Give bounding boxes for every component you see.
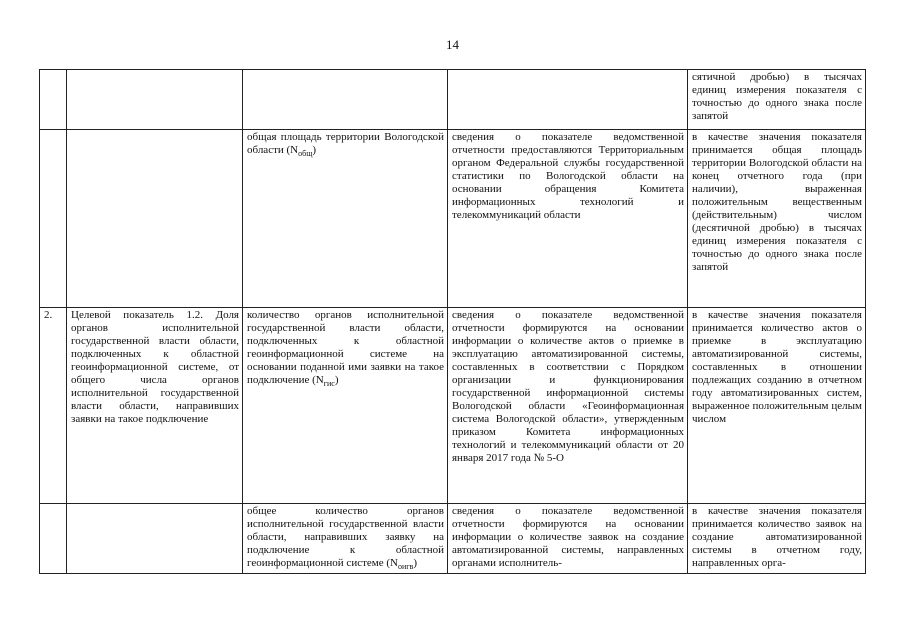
parameter-subscript: гис: [323, 379, 335, 389]
parameter-name-cell: [243, 504, 448, 574]
parameter-name-cell: [243, 130, 448, 308]
method-cell: [688, 504, 866, 574]
source-cell: [448, 70, 688, 130]
parameter-name-end: ): [413, 557, 417, 569]
table-row: [40, 504, 866, 574]
row-number-cell: [40, 130, 67, 308]
indicator-table: [39, 69, 866, 574]
indicator-cell: [67, 70, 243, 130]
table-row: [40, 308, 866, 504]
row-number-cell: 2.: [40, 308, 67, 504]
method-cell: сятичной дробью) в тысячах единиц измерения показателя с точностью до одного знака после запятой: [688, 70, 866, 130]
method-clip: в качестве значения показателя принимается количество заявок на создание автоматизированной системы в отчетном году, направленных орга-: [692, 505, 862, 569]
table-row: [40, 70, 866, 130]
parameter-name-cell: [243, 308, 448, 504]
parameter-name-end: ): [334, 374, 339, 386]
source-cell: сведения о показателе ведомственной отчетности формируются на основании информации о количестве актов о приемке в эксплуатацию автоматизированной системы, составленных в соответствии с Порядком организации и функционирования государственной информационной системы Вологодской области «Геоинформационная система Вологодской области», утвержденным приказом Комитета информационных технологий и телекоммуникаций области от 20 января 2017 года № 5-О: [448, 308, 688, 504]
parameter-name-clip: [247, 505, 444, 571]
method-cell: в качестве значения показателя принимается количество актов о приемке в эксплуатацию автоматизированной системы, составленных в отношении подлежащих созданию в отчетном году автоматизированных систем, выраженное положительным целым числом: [688, 308, 866, 504]
parameter-name-text: общая площадь территории Вологодской области (N: [247, 131, 444, 156]
method-cell: в качестве значения показателя принимается общая площадь территории Вологодской области на конец отчетного года (при наличии), выраженная положительным вещественным (действительным) числом (десятичной дробью) в тысячах единиц измерения показателя с точностью до одного знака после запятой: [688, 130, 866, 308]
row-number-cell: [40, 70, 67, 130]
indicator-cell: [67, 130, 243, 308]
parameter-subscript: оигв: [397, 562, 414, 571]
parameter-name-cell: [243, 70, 448, 130]
table-row: [40, 130, 866, 308]
parameter-name-end: ): [312, 144, 317, 156]
indicator-cell: Целевой показатель 1.2. Доля органов исполнительной государственной власти области, подключенных к областной геоинформационной системе, от общего числа органов исполнительной государственной власти области, направивших заявки на такое подключение: [67, 308, 243, 504]
page-number: 14: [446, 37, 459, 52]
parameter-name-text: количество органов исполнительной государственной власти области, подключенных к областной геоинформационной системе на основании поданной ими заявки на такое подключение (N: [247, 309, 444, 386]
indicator-cell: [67, 504, 243, 574]
parameter-subscript: общ: [298, 149, 313, 159]
row-number-cell: [40, 504, 67, 574]
source-clip: сведения о показателе ведомственной отчетности формируются на основании информации о количестве заявок на создание автоматизированной системы, направленных органами исполнитель-: [452, 505, 684, 569]
source-cell: сведения о показателе ведомственной отчетности предоставляются Территориальным органом Федеральной службы государственной статистики по Вологодской области на основании обращения Комитета информационных технологий и телекоммуникаций области: [448, 130, 688, 308]
parameter-name-text: общее количество органов исполнительной государственной власти области, направивших заявку на подключение к областной геоинформационной системе (N: [247, 505, 444, 569]
source-cell: [448, 504, 688, 574]
